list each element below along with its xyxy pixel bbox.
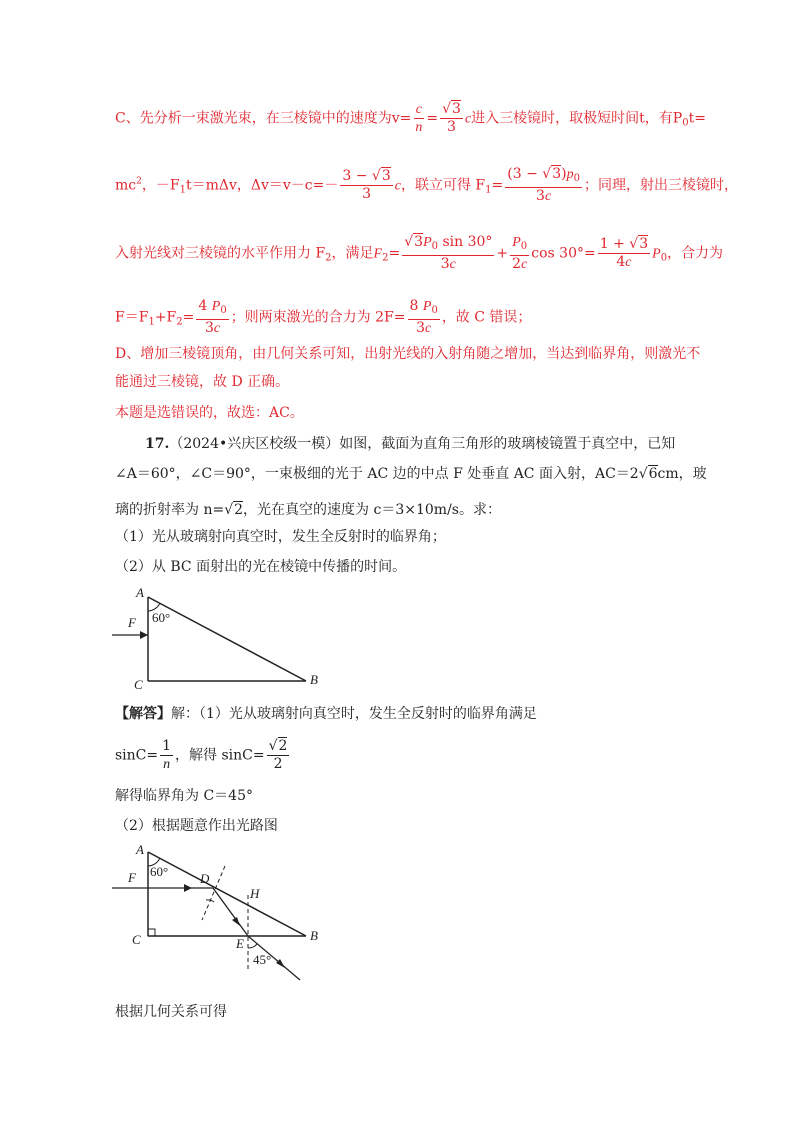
solution-c-line4: $F=F_1+F_2=$ $\frac{4 P_0}{3c}$ ；则两束激光的合力为 2F= $\frac{8 P_0}{3c}$ ，故 C 错误；: [115, 298, 532, 336]
question-sub2: （2）从 BC 面射出的光在棱镜中传播的时间。: [115, 559, 407, 575]
solution-c-line2: $mc^2$，$-F_1t=m\Delta v$，Δv＝v－c=－ $\frac{3 - √3}{3}$ c，联立可得 $F_1=$ $\frac{(3 - √3)p_0}{3c}$ ；同理，射出三棱镜时，: [115, 166, 738, 204]
svg-text:B: B: [310, 928, 318, 943]
svg-text:45°: 45°: [253, 952, 272, 967]
answer-intro: 【解答】解：（1）光从玻璃射向真空时，发生全反射时的临界角满足: [115, 706, 537, 722]
solution-d-line1: D、增加三棱镜顶角，由几何关系可知，出射光线的入射角随之增加，当达到临界角，则激光不: [115, 346, 701, 362]
triangle-figure-1: [110, 585, 340, 695]
question-line2: ∠A＝60°，∠C＝90°，一束极细的光于 AC 边的中点 F 处垂直 AC 面入射，AC＝2√6cm，玻: [115, 466, 707, 482]
question-line3: 璃的折射率为 n=√2，光在真空的速度为 c＝3×10m/s。求：: [115, 502, 501, 518]
svg-text:E: E: [236, 936, 244, 951]
light-path-figure-2: [110, 840, 340, 990]
question-line1: 17.（2024•兴庆区校级一模）如图，截面为直角三角形的玻璃棱镜置于真空中，已知: [145, 436, 676, 452]
svg-text:A: A: [136, 585, 144, 600]
solution-c-line1: C、先分析一束激光束，在三棱镜中的速度为v= $\frac{c}{n}$ = $\frac{√3}{3}$ c进入三棱镜时，取极短时间t，有$P_0t=$: [115, 101, 706, 135]
answer-critical-angle: 解得临界角为 C＝45°: [115, 788, 253, 804]
answer-sinc: sinC= $\frac{1}{n}$ ，解得 sinC= $\frac{√2}{2}$: [115, 738, 288, 772]
svg-text:D: D: [200, 871, 210, 886]
answer-geometry: 根据几何关系可得: [115, 1004, 227, 1020]
svg-text:F: F: [128, 615, 136, 630]
question-sub1: （1）光从玻璃射向真空时，发生全反射时的临界角；: [115, 529, 446, 545]
solution-c-line3: 入射光线对三棱镜的水平作用力 $F_2$，满足$F_2=$ $\frac{√3P_0 \sin 30^\circ}{3c}$ + $\frac{P_0}{2c}$ cos 30°= $\frac{1 + √3}{4c}$ $P_0$，合力为: [115, 234, 724, 272]
svg-text:C: C: [132, 932, 141, 947]
solution-d-line2: 能通过三棱镜，故 D 正确。: [115, 374, 290, 390]
svg-text:F: F: [128, 870, 136, 885]
svg-text:H: H: [250, 886, 260, 901]
answer-part2: （2）根据题意作出光路图: [115, 818, 278, 834]
svg-text:B: B: [310, 672, 318, 687]
svg-text:A: A: [136, 842, 144, 857]
svg-text:60°: 60°: [152, 610, 171, 625]
svg-text:C: C: [134, 677, 143, 692]
question-number: 17.: [145, 436, 170, 452]
solution-conclusion: 本题是选错误的，故选：AC。: [115, 405, 304, 421]
svg-text:60°: 60°: [150, 864, 169, 879]
